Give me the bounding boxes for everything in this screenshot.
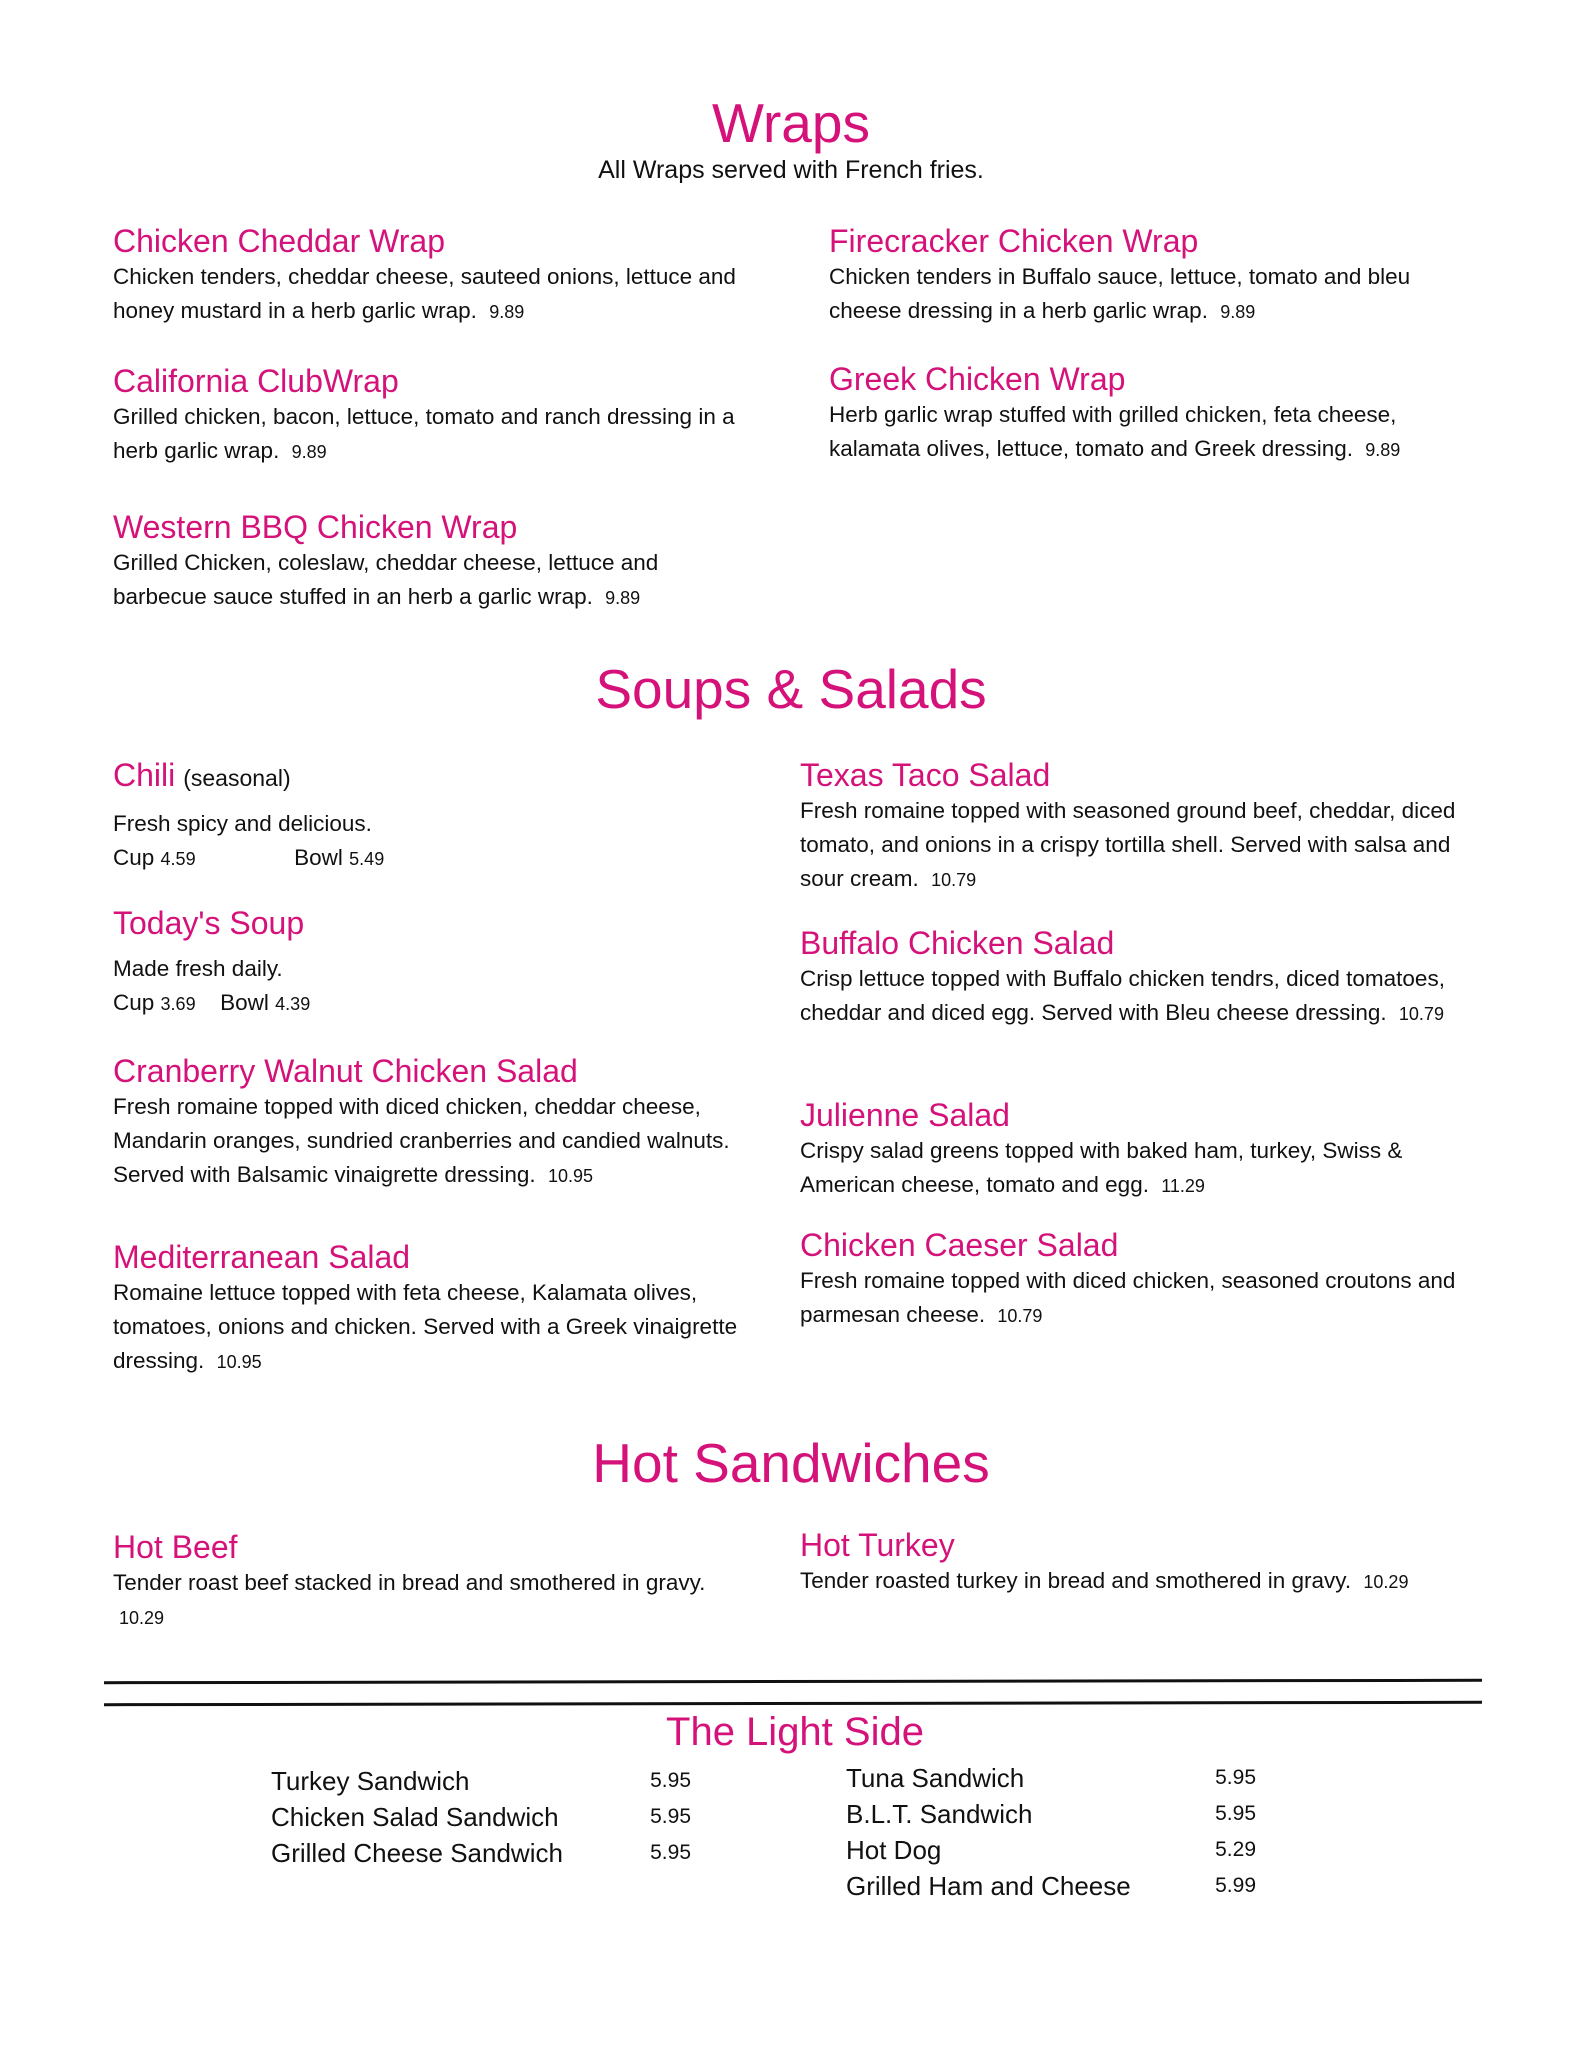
cup-price: 4.59 xyxy=(160,849,196,869)
item-name: Chicken Cheddar Wrap xyxy=(113,223,446,259)
item-price: 9.89 xyxy=(291,442,327,462)
menu-item xyxy=(800,756,1480,897)
item-name: Western BBQ Chicken Wrap xyxy=(113,509,518,545)
item-description: Crispy salad greens topped with baked ham, turkey, Swiss & American cheese, tomato and egg. 11.29 xyxy=(800,1138,1403,1197)
item-description: Chicken tenders in Buffalo sauce, lettuce, tomato and bleu cheese dressing in a herb garlic wrap. 9.89 xyxy=(829,264,1411,323)
item-description: Made fresh daily. xyxy=(113,956,283,981)
item-price: 9.89 xyxy=(605,588,641,608)
menu-item xyxy=(113,1528,753,1635)
soups-salads-title: Soups & Salads xyxy=(595,658,987,720)
item-price: 11.29 xyxy=(1161,1176,1205,1196)
menu-item xyxy=(800,924,1490,1031)
list-item xyxy=(846,1868,1256,1904)
item-price: 5.95 xyxy=(1215,1766,1256,1789)
item-description: Fresh spicy and delicious. xyxy=(113,811,372,836)
item-description: Fresh romaine topped with diced chicken, seasoned croutons and parmesan cheese. 10.79 xyxy=(800,1268,1456,1327)
item-price: 5.29 xyxy=(1215,1838,1256,1861)
item-price: 9.89 xyxy=(489,302,525,322)
item-name: Firecracker Chicken Wrap xyxy=(829,223,1199,259)
item-name: Chicken Salad Sandwich xyxy=(271,1802,559,1832)
item-price: 9.89 xyxy=(1365,440,1401,460)
item-name: Chicken Caeser Salad xyxy=(800,1227,1119,1263)
wraps-title: Wraps xyxy=(712,92,870,154)
item-price: 10.95 xyxy=(216,1352,262,1372)
item-name: Hot Beef xyxy=(113,1529,238,1565)
item-description: Tender roast beef stacked in bread and smothered in gravy. 10.29 xyxy=(113,1570,706,1628)
wraps-subtitle: All Wraps served with French fries. xyxy=(598,156,984,184)
menu-item xyxy=(829,360,1469,467)
list-item xyxy=(271,1835,691,1871)
list-item xyxy=(271,1763,691,1799)
divider-line xyxy=(104,1679,1482,1684)
list-item xyxy=(846,1796,1256,1832)
list-item xyxy=(271,1799,691,1835)
item-name: Cranberry Walnut Chicken Salad xyxy=(113,1053,578,1089)
item-description: Herb garlic wrap stuffed with grilled chicken, feta cheese, kalamata olives, lettuce, tomato and Greek dressing. 9.89 xyxy=(829,402,1401,461)
item-name: Hot Turkey xyxy=(800,1527,955,1563)
menu-item-soup xyxy=(113,904,753,1021)
menu-item xyxy=(800,1096,1470,1203)
menu-item xyxy=(113,508,713,615)
item-name: Texas Taco Salad xyxy=(800,757,1051,793)
list-item xyxy=(846,1832,1256,1868)
list-item xyxy=(846,1760,1256,1796)
item-price: 10.79 xyxy=(931,870,977,890)
item-price: 10.79 xyxy=(1398,1004,1444,1024)
item-description: Crisp lettuce topped with Buffalo chicken tendrs, diced tomatoes, cheddar and diced egg. Served with Bleu cheese dressing. 10.79 xyxy=(800,966,1445,1025)
item-description: Fresh romaine topped with diced chicken, cheddar cheese, Mandarin oranges, sundried cranberries and candied walnuts. Served with Balsamic vinaigrette dressing. 10.95 xyxy=(113,1094,730,1187)
price-row: Cup 4.59 Bowl 5.49 xyxy=(113,845,385,870)
item-description: Grilled Chicken, coleslaw, cheddar cheese, lettuce and barbecue sauce stuffed in an herb a garlic wrap. 9.89 xyxy=(113,550,659,609)
item-name: Turkey Sandwich xyxy=(271,1766,470,1796)
item-price: 10.95 xyxy=(547,1166,594,1186)
item-description: Chicken tenders, cheddar cheese, sauteed onions, lettuce and honey mustard in a herb garlic wrap. 9.89 xyxy=(113,264,736,323)
menu-item xyxy=(113,222,753,329)
item-name: Hot Dog xyxy=(846,1835,942,1865)
item-price: 5.95 xyxy=(1215,1802,1256,1825)
item-name: California ClubWrap xyxy=(113,363,399,399)
item-name: Greek Chicken Wrap xyxy=(829,361,1126,397)
item-name: Julienne Salad xyxy=(800,1097,1010,1133)
item-description: Romaine lettuce topped with feta cheese, Kalamata olives, tomatoes, onions and chicken. Served with a Greek vinaigrette dressing. 10.95 xyxy=(113,1280,738,1373)
menu-item xyxy=(113,1238,778,1379)
item-description: Tender roasted turkey in bread and smothered in gravy. 10.29 xyxy=(800,1568,1409,1593)
item-price: 10.29 xyxy=(119,1608,165,1628)
item-price: 10.29 xyxy=(1363,1572,1409,1592)
item-name: Grilled Cheese Sandwich xyxy=(271,1838,563,1868)
item-name: Buffalo Chicken Salad xyxy=(800,925,1115,961)
menu-item xyxy=(113,362,753,469)
light-side-right-list xyxy=(846,1760,1256,1904)
item-price: 5.95 xyxy=(650,1769,691,1792)
light-side-left-list xyxy=(271,1763,691,1871)
item-name: Chili (seasonal) xyxy=(113,757,291,793)
bowl-price: 5.49 xyxy=(349,849,385,869)
divider-line xyxy=(104,1701,1482,1706)
menu-item xyxy=(800,1526,1500,1599)
item-name: Tuna Sandwich xyxy=(846,1763,1025,1793)
item-price: 10.79 xyxy=(997,1306,1043,1326)
hot-sandwiches-title: Hot Sandwiches xyxy=(592,1432,990,1494)
item-description: Grilled chicken, bacon, lettuce, tomato and ranch dressing in a herb garlic wrap. 9.89 xyxy=(113,404,735,463)
item-price: 5.99 xyxy=(1215,1874,1256,1897)
bowl-price: 4.39 xyxy=(275,994,311,1014)
item-price: 5.95 xyxy=(650,1841,691,1864)
item-name: B.L.T. Sandwich xyxy=(846,1799,1033,1829)
item-name: Grilled Ham and Cheese xyxy=(846,1871,1131,1901)
price-row: Cup 3.69 Bowl 4.39 xyxy=(113,990,311,1015)
cup-price: 3.69 xyxy=(160,994,196,1014)
menu-item xyxy=(113,1052,768,1193)
item-name: Mediterranean Salad xyxy=(113,1239,411,1275)
menu-item-chili xyxy=(113,756,753,876)
light-side-title: The Light Side xyxy=(666,1710,924,1754)
menu-item xyxy=(800,1226,1470,1333)
item-note: (seasonal) xyxy=(183,765,291,791)
item-name: Today's Soup xyxy=(113,905,305,941)
menu-item xyxy=(829,222,1469,329)
item-price: 9.89 xyxy=(1220,302,1256,322)
item-price: 5.95 xyxy=(650,1805,691,1828)
item-description: Fresh romaine topped with seasoned ground beef, cheddar, diced tomato, and onions in a crispy tortilla shell. Served with salsa and sour cream. 10.79 xyxy=(800,798,1456,891)
